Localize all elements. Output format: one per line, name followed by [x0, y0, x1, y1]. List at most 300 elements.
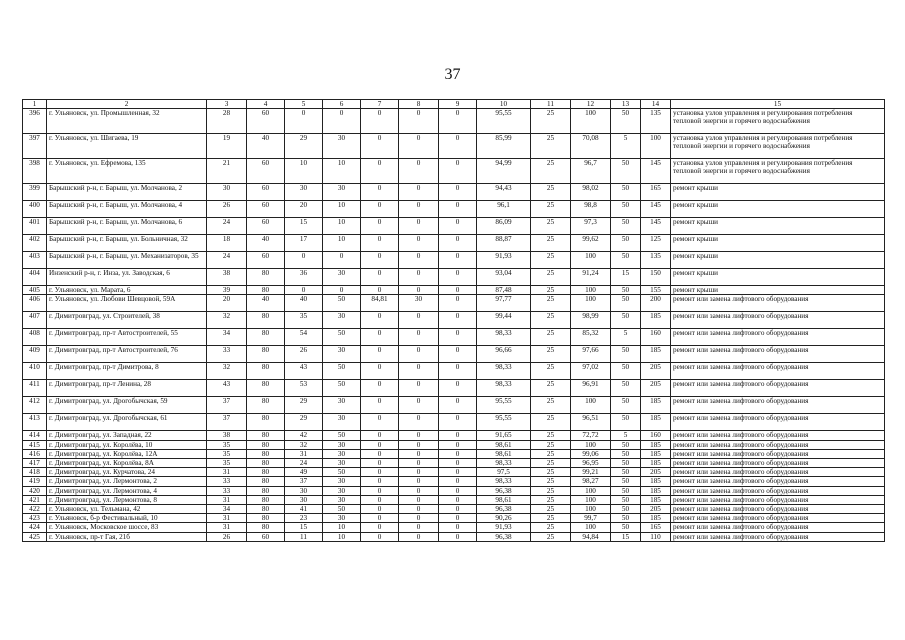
table-cell: 419 [23, 477, 47, 486]
table-cell: 0 [399, 397, 439, 414]
table-cell: 50 [611, 346, 641, 363]
table-cell: 29 [285, 414, 323, 431]
table-cell: 10 [323, 218, 361, 235]
table-cell: 185 [641, 346, 671, 363]
table-row [23, 414, 885, 431]
table-cell: 31 [207, 514, 247, 523]
table-row [23, 363, 885, 380]
table-cell: 30 [285, 495, 323, 504]
table-cell: 185 [641, 440, 671, 449]
table-cell: 50 [611, 286, 641, 295]
table-row [23, 468, 885, 477]
table-row [23, 505, 885, 514]
table-cell: 25 [531, 486, 571, 495]
table-cell: 25 [531, 286, 571, 295]
table-cell: 0 [399, 218, 439, 235]
table-cell: 96,51 [571, 414, 611, 431]
table-cell: 38 [207, 269, 247, 286]
table-cell: ремонт или замена лифтового оборудования [671, 363, 885, 380]
table-cell: 53 [285, 380, 323, 397]
table-cell: 25 [531, 312, 571, 329]
table-cell: 25 [531, 440, 571, 449]
table-cell: 411 [23, 380, 47, 397]
table-cell: 15 [611, 532, 641, 541]
table-cell: 24 [207, 252, 247, 269]
table-cell: г. Димитровград, пр-т Ленина, 28 [47, 380, 207, 397]
table-cell: 99,7 [571, 514, 611, 523]
table-cell: 40 [247, 235, 285, 252]
table-cell: 401 [23, 218, 47, 235]
table-cell: 80 [247, 514, 285, 523]
table-cell: 415 [23, 440, 47, 449]
table-cell: 30 [323, 346, 361, 363]
table-cell: 0 [439, 159, 477, 184]
table-cell: 25 [531, 269, 571, 286]
table-row [23, 295, 885, 312]
table-cell: 100 [571, 486, 611, 495]
table-cell: 0 [399, 477, 439, 486]
table-cell: 5 [611, 134, 641, 159]
table-cell: 416 [23, 449, 47, 458]
table-cell: 50 [611, 514, 641, 523]
table-cell: 72,72 [571, 431, 611, 440]
table-cell: ремонт или замена лифтового оборудования [671, 397, 885, 414]
table-cell: 25 [531, 459, 571, 468]
table-cell: 145 [641, 218, 671, 235]
table-cell: 0 [361, 329, 399, 346]
table-cell: г. Ульяновск, ул. Тельмана, 42 [47, 505, 207, 514]
table-cell: 0 [399, 514, 439, 523]
table-cell: 0 [399, 459, 439, 468]
table-cell: 0 [361, 201, 399, 218]
table-cell: 50 [611, 486, 641, 495]
table-cell: 185 [641, 477, 671, 486]
table-cell: 0 [439, 269, 477, 286]
table-cell: 30 [323, 134, 361, 159]
table-cell: ремонт или замена лифтового оборудования [671, 431, 885, 440]
table-cell: 15 [285, 523, 323, 532]
table-cell: 80 [247, 459, 285, 468]
table-cell: 145 [641, 201, 671, 218]
table-cell: 90,26 [477, 514, 531, 523]
table-cell: 97,02 [571, 363, 611, 380]
table-cell: 185 [641, 397, 671, 414]
table-cell: 0 [399, 286, 439, 295]
table-cell: 50 [611, 109, 641, 134]
table-cell: 30 [207, 184, 247, 201]
table-cell: 86,09 [477, 218, 531, 235]
table-cell: 19 [207, 134, 247, 159]
table-cell: г. Ульяновск, ул. Промышленная, 32 [47, 109, 207, 134]
table-cell: 0 [361, 468, 399, 477]
table-cell: 0 [361, 235, 399, 252]
table-cell: 5 [611, 329, 641, 346]
table-cell: 30 [323, 184, 361, 201]
table-cell: 0 [399, 449, 439, 458]
table-cell: 80 [247, 505, 285, 514]
table-cell: 20 [207, 295, 247, 312]
table-cell: 50 [611, 201, 641, 218]
table-row [23, 397, 885, 414]
table-cell: ремонт крыши [671, 252, 885, 269]
table-row [23, 523, 885, 532]
table-cell: 0 [323, 286, 361, 295]
table-cell: 50 [611, 235, 641, 252]
table-cell: 25 [531, 252, 571, 269]
table-cell: 21 [207, 159, 247, 184]
table-cell: 155 [641, 286, 671, 295]
table-cell: 60 [247, 201, 285, 218]
table-cell: 80 [247, 269, 285, 286]
table-row [23, 495, 885, 504]
table-cell: 100 [571, 495, 611, 504]
table-cell: 0 [439, 414, 477, 431]
header-row [23, 100, 885, 109]
table-cell: ремонт или замена лифтового оборудования [671, 380, 885, 397]
table-cell: Барышский р-н, г. Барыш, ул. Молчанова, 2 [47, 184, 207, 201]
table-cell: 98,27 [571, 477, 611, 486]
table-cell: 50 [323, 363, 361, 380]
table-cell: 0 [399, 109, 439, 134]
table-cell: 0 [361, 397, 399, 414]
table-cell: 32 [285, 440, 323, 449]
table-row [23, 486, 885, 495]
table-cell: 93,04 [477, 269, 531, 286]
table-cell: 0 [361, 184, 399, 201]
table-cell: Барышский р-н, г. Барыш, ул. Механизаторов, 35 [47, 252, 207, 269]
table-cell: 60 [247, 109, 285, 134]
table-cell: 98,61 [477, 440, 531, 449]
table-cell: 100 [571, 286, 611, 295]
table-cell: 0 [399, 134, 439, 159]
table-cell: 30 [323, 486, 361, 495]
table-cell: 397 [23, 134, 47, 159]
table-cell: 408 [23, 329, 47, 346]
table-cell: 50 [611, 312, 641, 329]
table-cell: 80 [247, 380, 285, 397]
table-cell: 25 [531, 468, 571, 477]
table-cell: 0 [439, 235, 477, 252]
table-cell: 30 [323, 312, 361, 329]
table-cell: 0 [399, 346, 439, 363]
table-cell: г. Ульяновск, б-р Фестивальный, 10 [47, 514, 207, 523]
table-cell: Инзенский р-н, г. Инза, ул. Заводская, 6 [47, 269, 207, 286]
table-cell: ремонт крыши [671, 286, 885, 295]
table-cell: 96,38 [477, 505, 531, 514]
table-cell: 50 [611, 459, 641, 468]
table-cell: 0 [399, 201, 439, 218]
table-row [23, 252, 885, 269]
table-cell: г. Димитровград, ул. Дрогобычская, 61 [47, 414, 207, 431]
table-cell: ремонт или замена лифтового оборудования [671, 440, 885, 449]
table-cell: 50 [611, 440, 641, 449]
table-cell: г. Димитровград, пр-т Автостроителей, 76 [47, 346, 207, 363]
table-row [23, 329, 885, 346]
table-cell: 0 [439, 468, 477, 477]
table-cell: 95,55 [477, 397, 531, 414]
table-cell: 50 [611, 477, 641, 486]
table-row [23, 440, 885, 449]
table-cell: 5 [611, 431, 641, 440]
table-cell: 185 [641, 312, 671, 329]
table-cell: 425 [23, 532, 47, 541]
table-cell: 50 [323, 295, 361, 312]
table-cell: 0 [399, 532, 439, 541]
table-cell: 0 [399, 440, 439, 449]
table-cell: 31 [207, 495, 247, 504]
table-cell: 0 [399, 159, 439, 184]
table-cell: 30 [323, 414, 361, 431]
table-cell: 31 [207, 523, 247, 532]
page-number: 37 [444, 66, 461, 83]
table-cell: 25 [531, 477, 571, 486]
table-cell: 50 [323, 431, 361, 440]
table-cell: 25 [531, 431, 571, 440]
table-cell: 30 [323, 477, 361, 486]
table-cell: установка узлов управления и регулирования потребления тепловой энергии и горячего водоснабжения [671, 134, 885, 159]
table-cell: 97,3 [571, 218, 611, 235]
table-cell: 0 [439, 329, 477, 346]
table-cell: 0 [285, 286, 323, 295]
table-cell: 100 [571, 505, 611, 514]
table-cell: 26 [207, 201, 247, 218]
table-row [23, 514, 885, 523]
table-cell: 0 [361, 523, 399, 532]
column-header: 14 [641, 100, 671, 109]
table-cell: 165 [641, 523, 671, 532]
column-header: 13 [611, 100, 641, 109]
table-cell: ремонт крыши [671, 218, 885, 235]
table-cell: 413 [23, 414, 47, 431]
table-cell: 25 [531, 109, 571, 134]
table-cell: 30 [323, 449, 361, 458]
table-cell: 0 [399, 363, 439, 380]
table-cell: 80 [247, 440, 285, 449]
table-cell: г. Димитровград, пр-т Автостроителей, 55 [47, 329, 207, 346]
table-cell: 35 [285, 312, 323, 329]
table-cell: 412 [23, 397, 47, 414]
table-cell: 135 [641, 252, 671, 269]
table-cell: 80 [247, 414, 285, 431]
table-cell: 40 [247, 295, 285, 312]
table-cell: ремонт или замена лифтового оборудования [671, 468, 885, 477]
table-cell: 417 [23, 459, 47, 468]
table-cell: 26 [207, 532, 247, 541]
table-cell: ремонт или замена лифтового оборудования [671, 449, 885, 458]
table-cell: 18 [207, 235, 247, 252]
column-header: 1 [23, 100, 47, 109]
table-row [23, 134, 885, 159]
table-cell: г. Димитровград, ул. Строителей, 38 [47, 312, 207, 329]
column-header: 7 [361, 100, 399, 109]
table-cell: 99,44 [477, 312, 531, 329]
table-cell: 96,38 [477, 486, 531, 495]
table-cell: 80 [247, 312, 285, 329]
table-cell: г. Ульяновск, ул. Любови Шевцовой, 59А [47, 295, 207, 312]
table-cell: 0 [361, 346, 399, 363]
table-cell: 98,33 [477, 477, 531, 486]
table-cell: ремонт крыши [671, 269, 885, 286]
table-row [23, 184, 885, 201]
table-cell: 96,38 [477, 532, 531, 541]
table-cell: ремонт или замена лифтового оборудования [671, 486, 885, 495]
table-cell: 70,08 [571, 134, 611, 159]
table-cell: 25 [531, 159, 571, 184]
table-cell: ремонт или замена лифтового оборудования [671, 523, 885, 532]
table-cell: г. Ульяновск, пр-т Гая, 21б [47, 532, 207, 541]
table-cell: 30 [323, 495, 361, 504]
table-cell: 0 [439, 477, 477, 486]
table-cell: г. Димитровград, ул. Западная, 22 [47, 431, 207, 440]
table-cell: 0 [399, 184, 439, 201]
table-cell: 87,48 [477, 286, 531, 295]
table-cell: Барышский р-н, г. Барыш, ул. Больничная, 32 [47, 235, 207, 252]
table-cell: 24 [285, 459, 323, 468]
table-cell: 25 [531, 184, 571, 201]
table-cell: 25 [531, 495, 571, 504]
table-cell: 50 [611, 505, 641, 514]
table-cell: 10 [323, 532, 361, 541]
table-cell: 26 [285, 346, 323, 363]
table-cell: 80 [247, 495, 285, 504]
table-cell: 0 [361, 486, 399, 495]
table-cell: 96,7 [571, 159, 611, 184]
table-cell: 100 [571, 109, 611, 134]
table-cell: 36 [285, 269, 323, 286]
table-cell: г. Ульяновск, ул. Марата, 6 [47, 286, 207, 295]
table-cell: 0 [399, 523, 439, 532]
table-cell: 80 [247, 397, 285, 414]
table-cell: 0 [439, 346, 477, 363]
table-row [23, 235, 885, 252]
table-row [23, 109, 885, 134]
table-cell: 185 [641, 459, 671, 468]
table-cell: 98,33 [477, 363, 531, 380]
table-cell: 60 [247, 532, 285, 541]
column-header: 8 [399, 100, 439, 109]
table-cell: 15 [285, 218, 323, 235]
table-cell: 0 [361, 269, 399, 286]
table-cell: 145 [641, 159, 671, 184]
table-cell: 0 [361, 363, 399, 380]
table-cell: 30 [323, 397, 361, 414]
table-cell: 50 [611, 468, 641, 477]
table-cell: 0 [439, 286, 477, 295]
table-cell: 50 [611, 414, 641, 431]
table-cell: 30 [399, 295, 439, 312]
table-cell: 50 [323, 329, 361, 346]
data-table [22, 99, 885, 542]
table-cell: 0 [439, 397, 477, 414]
table-cell: 31 [285, 449, 323, 458]
table-cell: 0 [439, 252, 477, 269]
table-cell: 20 [285, 201, 323, 218]
table-cell: 205 [641, 505, 671, 514]
table-cell: 0 [439, 523, 477, 532]
table-cell: 424 [23, 523, 47, 532]
table-cell: 80 [247, 329, 285, 346]
table-cell: 31 [207, 468, 247, 477]
table-cell: г. Димитровград, пр-т Димитрова, 8 [47, 363, 207, 380]
table-cell: 10 [323, 523, 361, 532]
table-cell: 0 [399, 414, 439, 431]
table-row [23, 459, 885, 468]
column-header: 12 [571, 100, 611, 109]
table-cell: 0 [439, 380, 477, 397]
table-cell: 98,02 [571, 184, 611, 201]
table-cell: 15 [611, 269, 641, 286]
table-cell: 34 [207, 329, 247, 346]
table-cell: 95,55 [477, 109, 531, 134]
table-cell: 400 [23, 201, 47, 218]
table-cell: 80 [247, 286, 285, 295]
table-cell: 30 [285, 486, 323, 495]
table-cell: 42 [285, 431, 323, 440]
table-cell: 96,91 [571, 380, 611, 397]
column-header: 6 [323, 100, 361, 109]
table-cell: 91,24 [571, 269, 611, 286]
table-cell: 100 [641, 134, 671, 159]
table-cell: 150 [641, 269, 671, 286]
table-cell: 0 [439, 486, 477, 495]
table-cell: ремонт или замена лифтового оборудования [671, 312, 885, 329]
table-cell: ремонт крыши [671, 235, 885, 252]
table-cell: ремонт или замена лифтового оборудования [671, 514, 885, 523]
table-cell: 10 [323, 235, 361, 252]
table-cell: 402 [23, 235, 47, 252]
table-cell: 100 [571, 397, 611, 414]
table-cell: 98,33 [477, 380, 531, 397]
table-cell: 25 [531, 363, 571, 380]
column-header: 15 [671, 100, 885, 109]
table-cell: 37 [207, 397, 247, 414]
table-cell: 99,21 [571, 468, 611, 477]
table-cell: 50 [611, 184, 641, 201]
table-cell: 404 [23, 269, 47, 286]
table-cell: 0 [361, 477, 399, 486]
table-cell: 0 [439, 532, 477, 541]
table-cell: 97,66 [571, 346, 611, 363]
table-cell: 30 [323, 459, 361, 468]
table-cell: 100 [571, 523, 611, 532]
table-cell: 0 [399, 329, 439, 346]
table-cell: установка узлов управления и регулирования потребления тепловой энергии и горячего водоснабжения [671, 159, 885, 184]
table-cell: г. Димитровград, ул. Курчатова, 24 [47, 468, 207, 477]
table-cell: 99,06 [571, 449, 611, 458]
table-cell: 396 [23, 109, 47, 134]
table-cell: 98,61 [477, 449, 531, 458]
table-cell: 80 [247, 468, 285, 477]
table-cell: 60 [247, 252, 285, 269]
table-cell: 80 [247, 431, 285, 440]
table-cell: 24 [207, 218, 247, 235]
table-cell: 50 [323, 505, 361, 514]
table-cell: 50 [323, 380, 361, 397]
table-cell: 29 [285, 397, 323, 414]
column-header: 11 [531, 100, 571, 109]
table-cell: 165 [641, 184, 671, 201]
table-cell: г. Ульяновск, ул. Шигаева, 19 [47, 134, 207, 159]
table-cell: 80 [247, 346, 285, 363]
table-cell: ремонт крыши [671, 184, 885, 201]
table-cell: 10 [323, 159, 361, 184]
table-cell: г. Димитровград, ул. Королёва, 8А [47, 459, 207, 468]
table-cell: 0 [399, 252, 439, 269]
table-cell: 98,61 [477, 495, 531, 504]
table-cell: 85,32 [571, 329, 611, 346]
table-cell: 11 [285, 532, 323, 541]
table-cell: 403 [23, 252, 47, 269]
